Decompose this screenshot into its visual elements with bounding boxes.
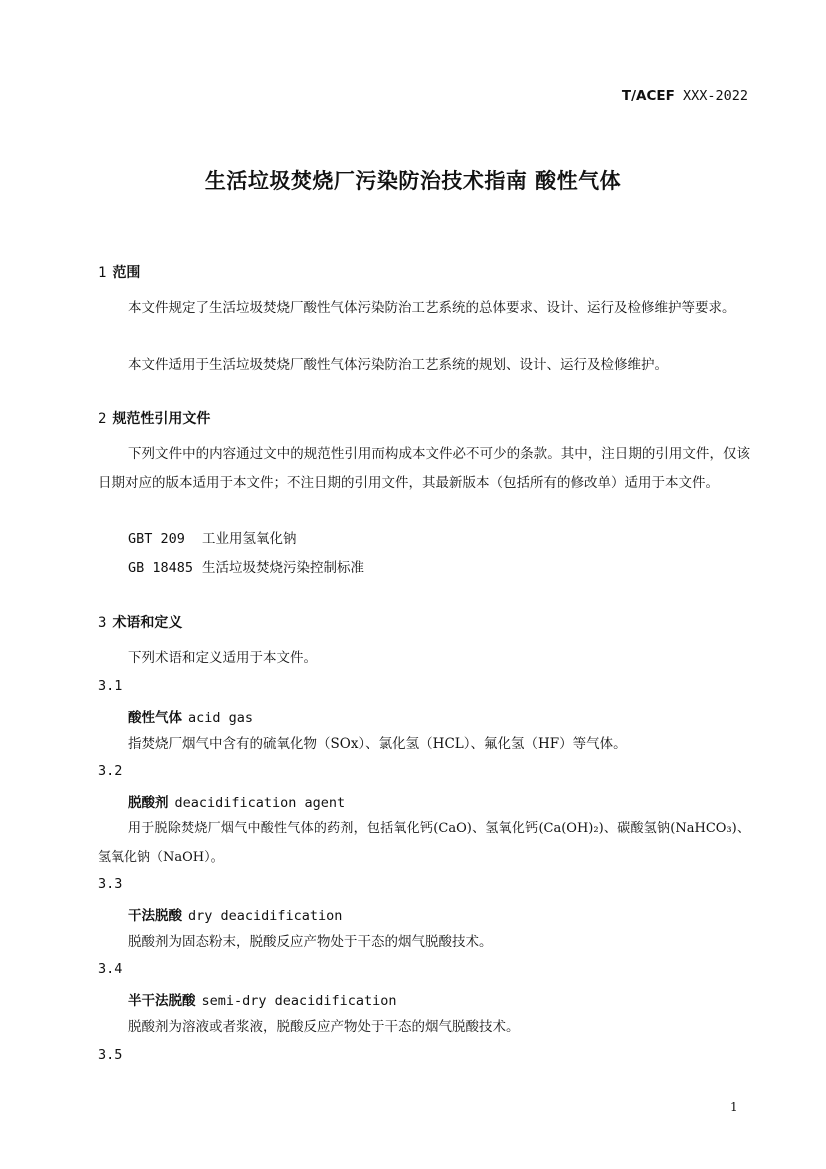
term-definition: 指焚烧厂烟气中含有的硫氧化物（SOx）、氯化氢（HCL）、氟化氢（HF）等气体。 <box>128 736 627 752</box>
term-number: 3.2 <box>98 763 123 779</box>
reference-name: 生活垃圾焚烧污染控制标准 <box>202 560 364 576</box>
reference-code: GBT 209 <box>128 531 185 547</box>
standard-code: XXX-2022 <box>682 88 748 104</box>
term-heading <box>128 791 345 811</box>
term-number: 3.1 <box>98 678 123 694</box>
term-number: 3.3 <box>98 876 123 892</box>
term-zh: 半干法脱酸 <box>128 993 196 1009</box>
term-zh: 酸性气体 <box>128 710 182 726</box>
standard-number <box>622 88 748 104</box>
section-1-paragraph-2: 本文件适用于生活垃圾焚烧厂酸性气体污染防治工艺系统的规划、设计、运行及检修维护。 <box>128 357 668 373</box>
reference-name: 工业用氢氧化钠 <box>202 531 297 547</box>
standard-prefix: T/ACEF <box>621 88 675 104</box>
reference-item <box>128 554 364 582</box>
term-en: acid gas <box>188 710 254 726</box>
section-2-paragraph: 下列文件中的内容通过文中的规范性引用而构成本文件必不可少的条款。其中，注日期的引用文件，仅该日期对应的版本适用于本文件；不注日期的引用文件，其最新版本（包括所有的修改单）适用于本文件。 <box>98 446 750 491</box>
section-3-heading <box>98 612 182 632</box>
term-heading <box>128 989 397 1009</box>
section-number: 3 <box>98 615 107 631</box>
section-title: 术语和定义 <box>112 615 183 631</box>
term-definition: 脱酸剂为溶液或者浆液，脱酸反应产物处于干态的烟气脱酸技术。 <box>128 1019 520 1035</box>
term-en: dry deacidification <box>188 908 343 924</box>
term-en: deacidification agent <box>174 795 346 811</box>
section-3-intro: 下列术语和定义适用于本文件。 <box>128 650 317 666</box>
section-number: 1 <box>98 265 107 281</box>
section-title: 范围 <box>112 265 141 281</box>
reference-code: GB 18485 <box>128 560 194 576</box>
reference-item <box>128 525 297 553</box>
section-1-paragraph-1: 本文件规定了生活垃圾焚烧厂酸性气体污染防治工艺系统的总体要求、设计、运行及检修维护等要求。 <box>128 300 736 316</box>
term-zh: 干法脱酸 <box>128 908 182 924</box>
term-definition: 用于脱除焚烧厂烟气中酸性气体的药剂，包括氧化钙(CaO)、氢氧化钙(Ca(OH)₂)、碳酸氢钠(NaHCO₃)、氢氧化钠（NaOH）。 <box>98 821 750 865</box>
term-definition: 脱酸剂为固态粉末，脱酸反应产物处于干态的烟气脱酸技术。 <box>128 934 493 950</box>
term-en: semi‐dry deacidification <box>201 993 397 1009</box>
term-heading <box>128 706 253 726</box>
term-number: 3.4 <box>98 961 123 977</box>
term-heading <box>128 904 342 924</box>
section-title: 规范性引用文件 <box>112 411 211 427</box>
section-2-heading <box>98 408 210 428</box>
term-zh: 脱酸剂 <box>128 795 169 811</box>
page-number: 1 <box>730 1100 738 1114</box>
section-1-heading <box>98 262 140 282</box>
section-number: 2 <box>98 411 107 427</box>
term-number: 3.5 <box>98 1047 123 1063</box>
document-title: 生活垃圾焚烧厂污染防治技术指南 酸性气体 <box>204 169 622 193</box>
